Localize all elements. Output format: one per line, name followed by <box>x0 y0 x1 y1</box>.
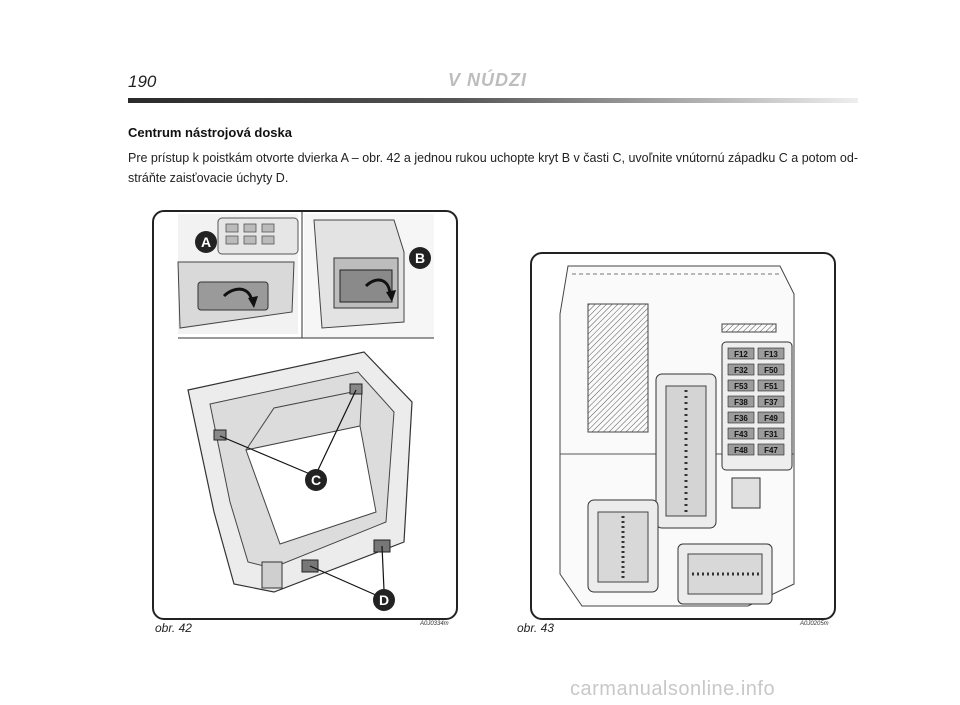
svg-text:B: B <box>414 250 426 266</box>
svg-text:A: A <box>200 234 212 250</box>
fuse-label-f48: F48 <box>734 446 748 455</box>
fuse-label-f36: F36 <box>734 414 748 423</box>
section-heading: Centrum nástrojová doska <box>128 125 292 140</box>
page-number: 190 <box>128 72 157 91</box>
fuse-label-f47: F47 <box>764 446 778 455</box>
callout-c <box>305 469 327 491</box>
fuse-label-f50: F50 <box>764 366 778 375</box>
fuse-label-f38: F38 <box>734 398 748 407</box>
figure-43-caption: obr. 43 <box>517 621 554 635</box>
connector-bottom-middle <box>678 544 772 604</box>
callout-markers <box>154 212 456 618</box>
fuse-label-f53: F53 <box>734 382 748 391</box>
fuse-label-f31: F31 <box>764 430 778 439</box>
fuse-label-f32: F32 <box>734 366 748 375</box>
header-rule <box>128 98 858 103</box>
figure-43-fuse-box <box>530 252 836 620</box>
fuse-label-f51: F51 <box>764 382 778 391</box>
connector-bottom-left <box>588 500 658 592</box>
fuse-label-f49: F49 <box>764 414 778 423</box>
fuse-label-f43: F43 <box>734 430 748 439</box>
figure-42-code: A0J0334m <box>420 621 449 627</box>
figure-42-illustration <box>152 210 458 620</box>
fuse-label-f37: F37 <box>764 398 778 407</box>
figure-43-code: A0J0205m <box>800 621 829 627</box>
figure-42-caption: obr. 42 <box>155 621 192 635</box>
fuse-label-f12: F12 <box>734 350 748 359</box>
callout-d <box>373 589 395 611</box>
section-title: V NÚDZI <box>448 70 527 90</box>
connector-center <box>656 374 716 528</box>
fuse-label-f13: F13 <box>764 350 778 359</box>
fuse-box-diagram <box>532 254 834 618</box>
callout-b <box>409 247 431 269</box>
callout-a <box>195 231 217 253</box>
svg-text:D: D <box>378 592 390 608</box>
svg-text:C: C <box>310 472 322 488</box>
watermark: carmanualsonline.info <box>570 678 776 700</box>
instruction-paragraph: Pre prístup k poistkám otvorte dvierka A – obr. 42 a jednou rukou uchopte kryt B v časti C, uvoľnite vnútornú západku C a potom od- stráňte zaisťovacie úchyty D. <box>128 151 858 185</box>
